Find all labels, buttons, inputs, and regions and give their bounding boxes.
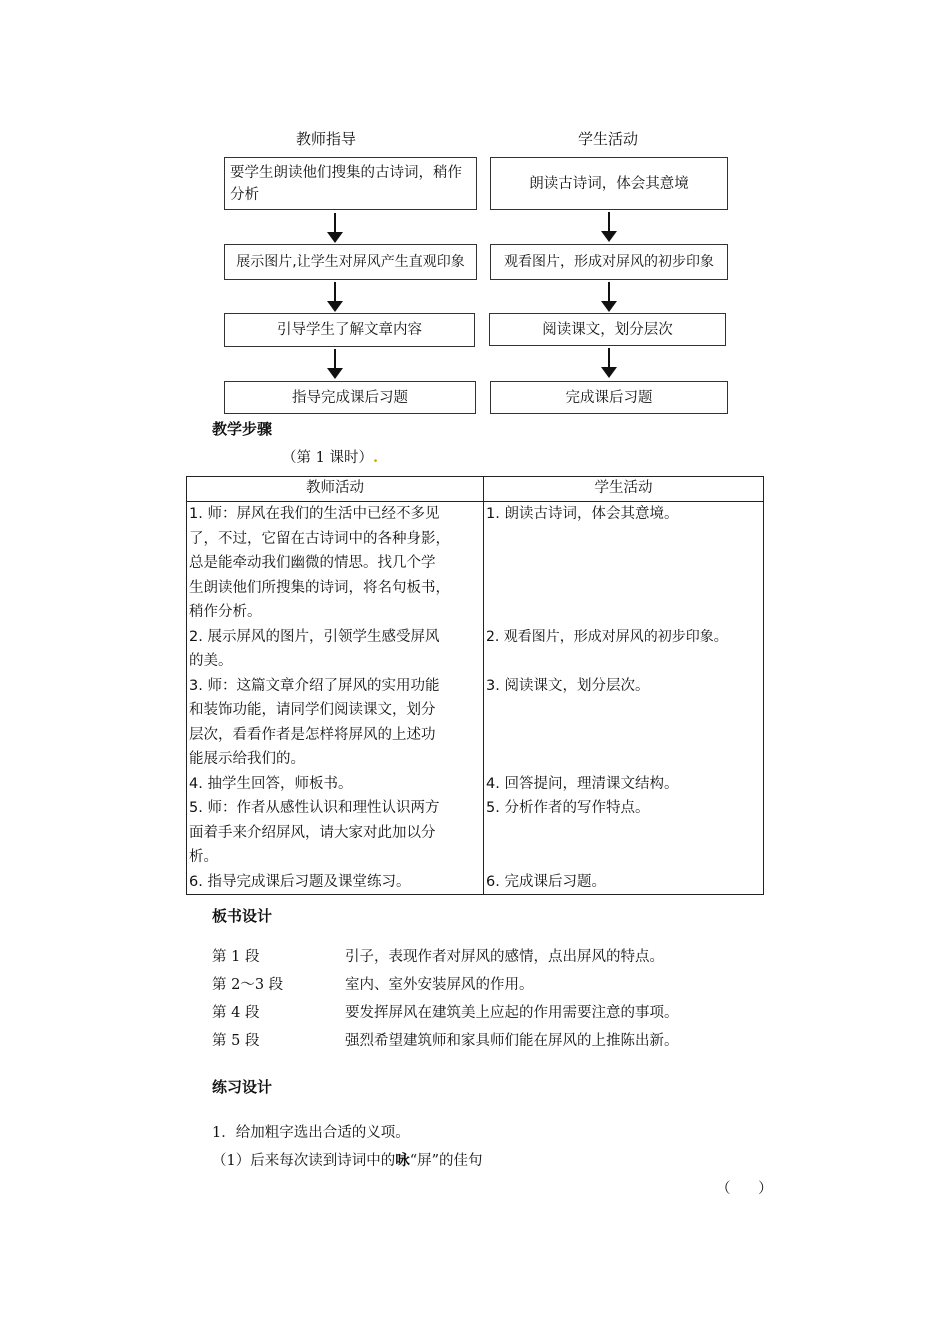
teacher-line: 总是能牵动我们幽微的情思。找几个学	[189, 555, 436, 571]
lesson-label-text: （第 1 课时）	[282, 450, 373, 466]
student-line	[486, 747, 761, 772]
teacher-arrow-3	[327, 349, 343, 379]
q1-sub-prefix: （1）后来每次读到诗词中的	[212, 1153, 396, 1169]
student-arrow-2	[601, 282, 617, 312]
exercise-question-1: 1．给加粗字选出合适的义项。	[212, 1125, 410, 1141]
teacher-step-text-4: 指导完成课后习题	[292, 389, 408, 406]
teacher-line: 的美。	[189, 653, 233, 669]
teacher-activity-cell	[187, 502, 484, 895]
teacher-step-box-3	[224, 313, 475, 347]
student-activity-cell	[484, 502, 764, 895]
student-line	[486, 600, 761, 625]
teacher-arrow-2	[327, 282, 343, 312]
student-step-box-4	[490, 381, 728, 414]
board-section-content: 引子，表现作者对屏风的感情，点出屏风的特点。	[345, 949, 664, 965]
teacher-line: 3. 师：这篇文章介绍了屏风的实用功能	[189, 677, 440, 694]
teacher-line: 了，不过，它留在古诗词中的各种身影，	[189, 530, 450, 547]
student-step-text-1: 朗读古诗词，体会其意境	[529, 175, 689, 192]
board-section-label: 第 5 段	[212, 1033, 260, 1049]
student-line	[486, 649, 761, 674]
student-step-box-2	[490, 244, 728, 280]
student-line	[486, 698, 761, 723]
student-step-text-3: 阅读课文，划分层次	[542, 321, 673, 338]
teacher-guide-header: 教师指导	[295, 130, 356, 148]
student-step-text-2: 观看图片，形成对屏风的初步印象	[504, 254, 714, 270]
student-line: 5. 分析作者的写作特点。	[486, 800, 650, 816]
student-step-box-1	[490, 157, 728, 210]
student-line: 3. 阅读课文，划分层次。	[486, 677, 650, 694]
teacher-line: 析。	[189, 849, 218, 865]
board-design-title: 板书设计	[212, 907, 273, 925]
student-line	[486, 527, 761, 552]
teaching-steps-title: 教学步骤	[212, 420, 273, 438]
teacher-line: 稍作分析。	[189, 604, 262, 620]
table-body-row	[187, 502, 764, 895]
board-section-content: 强烈希望建筑师和家具师们能在屏风的上推陈出新。	[345, 1033, 679, 1049]
board-section-content: 室内、室外安装屏风的作用。	[345, 977, 534, 993]
answer-parentheses: （ ）	[716, 1181, 773, 1197]
board-section-label: 第 1 段	[212, 949, 260, 965]
teacher-step-text-2: 展示图片,让学生对屏风产生直观印象	[236, 254, 465, 270]
student-line: 4. 回答提问，理清课文结构。	[486, 775, 679, 792]
q1-sub-suffix: “屏”的佳句	[409, 1153, 483, 1169]
board-section-label: 第 2～3 段	[212, 977, 284, 993]
teacher-line: 面着手来介绍屏风，请大家对此加以分	[189, 824, 436, 841]
student-line	[486, 845, 761, 870]
teacher-line: 1. 师：屏风在我们的生活中已经不多见	[189, 506, 440, 522]
student-activity-header: 学生活动	[577, 130, 638, 148]
student-line	[486, 576, 761, 601]
teaching-steps-table	[186, 476, 764, 895]
teacher-line: 2. 展示屏风的图片，引领学生感受屏风	[189, 628, 440, 645]
student-arrow-3	[601, 348, 617, 378]
teacher-line: 层次，看看作者是怎样将屏风的上述功	[189, 726, 436, 743]
board-section-label: 第 4 段	[212, 1005, 260, 1021]
teacher-step-box-1	[224, 157, 477, 210]
student-line: 6. 完成课后习题。	[486, 873, 606, 890]
teacher-line: 和装饰功能，请同学们阅读课文，划分	[189, 702, 436, 718]
exercise-question-1-sub	[212, 1149, 483, 1170]
teacher-line: 生朗读他们所搜集的诗词，将名句板书，	[189, 579, 450, 596]
teacher-line: 5. 师：作者从感性认识和理性认识两方	[189, 800, 440, 816]
teacher-line: 4. 抽学生回答，师板书。	[189, 775, 353, 792]
teacher-step-text-3: 引导学生了解文章内容	[277, 322, 422, 338]
student-line: 1. 朗读古诗词，体会其意境。	[486, 506, 679, 522]
student-line	[486, 723, 761, 748]
teacher-arrow-1	[327, 213, 343, 243]
table-header-student: 学生活动	[484, 477, 764, 502]
lesson-dot: .	[372, 449, 379, 466]
q1-sub-bold-char: 咏	[395, 1152, 410, 1169]
exercise-design-title: 练习设计	[212, 1078, 273, 1096]
student-line	[486, 551, 761, 576]
teacher-line: 6. 指导完成课后习题及课堂练习。	[189, 873, 411, 890]
lesson-label	[282, 446, 378, 467]
table-header-teacher: 教师活动	[187, 477, 484, 502]
teacher-step-box-4	[224, 381, 476, 414]
teacher-step-text-1: 要学生朗读他们搜集的古诗词，稍作分析	[230, 164, 462, 203]
student-line	[486, 821, 761, 846]
student-step-box-3	[489, 313, 726, 346]
table-header-row	[187, 477, 764, 502]
student-arrow-1	[601, 212, 617, 242]
teacher-step-box-2	[224, 244, 477, 280]
teacher-line: 能展示给我们的。	[189, 751, 305, 767]
student-line: 2. 观看图片，形成对屏风的初步印象。	[486, 628, 728, 645]
board-section-content: 要发挥屏风在建筑美上应起的作用需要注意的事项。	[345, 1005, 679, 1021]
student-step-text-4: 完成课后习题	[565, 389, 653, 406]
